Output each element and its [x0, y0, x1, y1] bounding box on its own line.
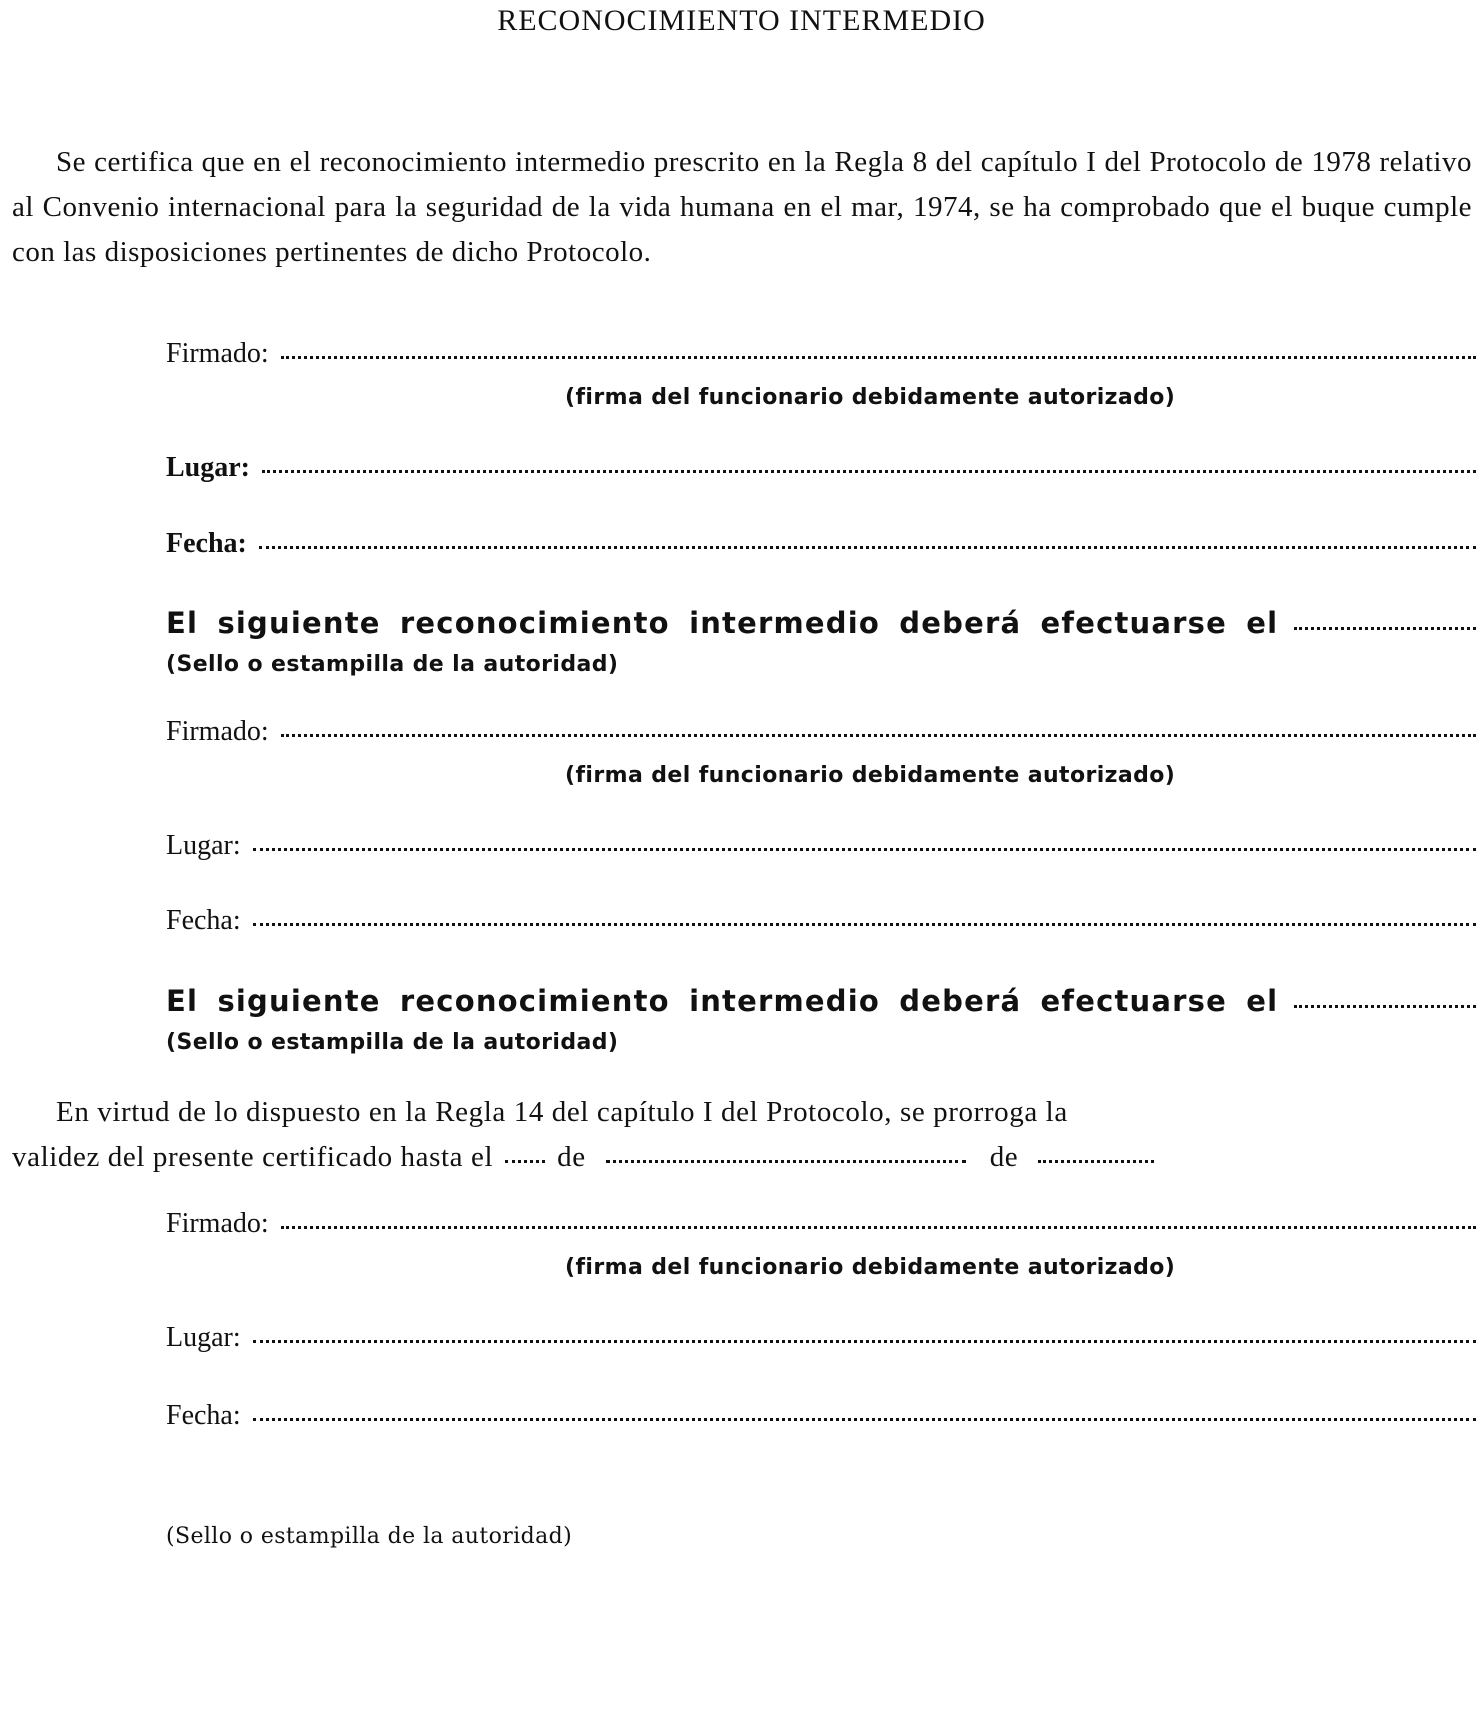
lugar-field[interactable] [262, 470, 1476, 473]
lugar-line-3[interactable] [166, 1322, 1476, 1354]
fecha-line-1[interactable] [166, 528, 1476, 560]
fecha-label: Fecha: [166, 1400, 241, 1431]
firmado-line-3[interactable] [166, 1208, 1476, 1240]
certification-paragraph [12, 140, 1472, 275]
sello-note: (Sello o estampilla de la autoridad) [166, 1030, 619, 1055]
extension-line-1: En virtud de lo dispuesto en la Regla 14 del capítulo I del Protocolo, se prorroga la [56, 1096, 1068, 1128]
fecha-line-3[interactable] [166, 1400, 1476, 1432]
next-survey-line-1[interactable] [166, 606, 1476, 640]
lugar-label: Lugar: [166, 452, 250, 483]
year-field[interactable] [1038, 1160, 1154, 1163]
firma-note: (firma del funcionario debidamente autorizado) [565, 763, 1176, 788]
lugar-field[interactable] [253, 848, 1476, 851]
lugar-label: Lugar: [166, 830, 241, 861]
next-survey-line-2[interactable] [166, 984, 1476, 1018]
lugar-line-2[interactable] [166, 830, 1476, 862]
extension-text: validez del presente certificado hasta el [12, 1141, 494, 1173]
fecha-field[interactable] [259, 546, 1476, 549]
firmado-label: Firmado: [166, 338, 269, 369]
month-field[interactable] [606, 1160, 966, 1163]
extension-line-2 [12, 1135, 1472, 1180]
firma-note: (firma del funcionario debidamente autorizado) [565, 385, 1176, 410]
firmado-line-1[interactable] [166, 338, 1476, 370]
certification-text: Se certifica que en el reconocimiento intermedio prescrito en la Regla 8 del capítulo I del Protocolo de 1978 relativo al Convenio internacional para la seguridad de la vida humana en el mar, 1974, se ha comprobado que el buque cumple con las disposiciones pertinentes de dicho Protocolo. [12, 146, 1472, 268]
firmado-label: Firmado: [166, 716, 269, 747]
lugar-field[interactable] [253, 1340, 1476, 1343]
signature-field[interactable] [281, 356, 1476, 359]
next-survey-date-field[interactable] [1294, 627, 1476, 630]
signature-field[interactable] [281, 1226, 1476, 1229]
next-survey-text: El siguiente reconocimiento intermedio deberá efectuarse el [166, 984, 1279, 1018]
fecha-field[interactable] [253, 923, 1476, 926]
next-survey-text: El siguiente reconocimiento intermedio deberá efectuarse el [166, 606, 1279, 640]
extension-paragraph [12, 1090, 1472, 1180]
firmado-label: Firmado: [166, 1208, 269, 1239]
extension-de-2: de [989, 1141, 1019, 1173]
sello-note: (Sello o estampilla de la autoridad) [166, 652, 619, 677]
lugar-line-1[interactable] [166, 452, 1476, 484]
document-title: RECONOCIMIENTO INTERMEDIO [497, 4, 986, 37]
fecha-field[interactable] [253, 1418, 1476, 1421]
extension-de-1: de [557, 1141, 586, 1173]
fecha-line-2[interactable] [166, 905, 1476, 937]
fecha-label: Fecha: [166, 528, 247, 559]
sello-note: (Sello o estampilla de la autoridad) [166, 1524, 573, 1549]
next-survey-date-field[interactable] [1294, 1005, 1476, 1008]
firma-note: (firma del funcionario debidamente autorizado) [565, 1255, 1176, 1280]
lugar-label: Lugar: [166, 1322, 241, 1353]
firmado-line-2[interactable] [166, 716, 1476, 748]
day-field[interactable] [505, 1160, 545, 1163]
fecha-label: Fecha: [166, 905, 241, 936]
signature-field[interactable] [281, 734, 1476, 737]
